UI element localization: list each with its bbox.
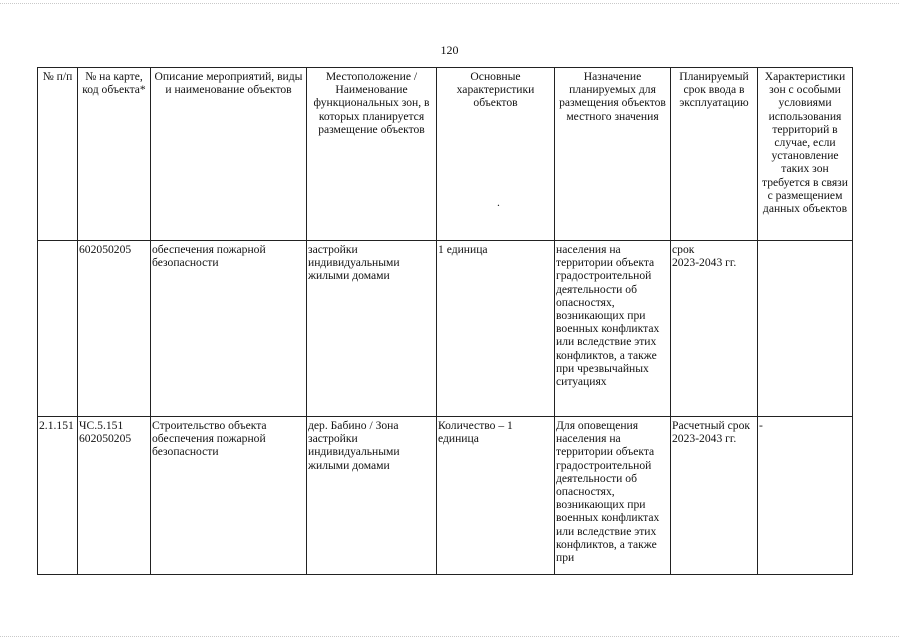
page-number: 120	[440, 43, 459, 57]
cell-code-line1: 602050205	[79, 243, 132, 256]
planning-table	[37, 67, 853, 575]
header-term: Планируемый срок ввода в эксплуатацию	[671, 68, 758, 241]
cell-description: обеспечения пожарной безопасности	[151, 241, 307, 417]
cell-term-line2: 2023-2043 гг.	[672, 432, 737, 446]
table-row	[38, 417, 853, 575]
header-code: № на карте, код объекта*	[78, 68, 151, 241]
scan-edge-bottom	[0, 636, 899, 637]
header-description: Описание мероприятий, виды и наименование объектов	[151, 68, 307, 241]
table-row	[38, 241, 853, 417]
cell-characteristics: 1 единица	[437, 241, 555, 417]
scan-edge-top	[0, 3, 899, 4]
cell-term	[671, 241, 758, 417]
cell-characteristics: Количество – 1 единица	[437, 417, 555, 575]
cell-zones: -	[758, 417, 853, 575]
header-mark: .	[497, 195, 500, 209]
cell-description: Строительство объекта обеспечения пожарной безопасности	[151, 417, 307, 575]
cell-code	[78, 241, 151, 417]
cell-term-line1: срок	[672, 243, 695, 256]
cell-num	[38, 241, 78, 417]
cell-code	[78, 417, 151, 575]
cell-purpose: Для оповещения населения на территории объекта градостроительной деятельности об опасностях, возникающих при военных конфликтах или вследствие этих конфликтов, а также при	[555, 417, 671, 575]
cell-code-line2: 602050205	[79, 432, 132, 446]
header-characteristics-cell	[437, 68, 555, 241]
cell-location: дер. Бабино / Зона застройки индивидуальными жилыми домами	[307, 417, 437, 575]
cell-code-line1: ЧС.5.151	[79, 419, 124, 432]
header-purpose: Назначение планируемых для размещения объектов местного значения	[555, 68, 671, 241]
header-num: № п/п	[38, 68, 78, 241]
cell-purpose: населения на территории объекта градостроительной деятельности об опасностях, возникающих при военных конфликтах или вследствие этих конфликтов, а также при чрезвычайных ситуациях	[555, 241, 671, 417]
cell-term-line1: Расчетный срок	[672, 419, 751, 432]
cell-term	[671, 417, 758, 575]
cell-zones	[758, 241, 853, 417]
header-characteristics: Основные характеристики объектов	[456, 70, 535, 110]
cell-location: застройки индивидуальными жилыми домами	[307, 241, 437, 417]
cell-num: 2.1.151	[38, 417, 78, 575]
cell-term-line2: 2023-2043 гг.	[672, 256, 737, 270]
table-header-row	[38, 68, 853, 241]
header-location: Местоположение / Наименование функциональных зон, в которых планируется размещение объектов	[307, 68, 437, 241]
header-zones: Характеристики зон с особыми условиями использования территорий в случае, если установление таких зон требуется в связи с размещением данных объектов	[758, 68, 853, 241]
